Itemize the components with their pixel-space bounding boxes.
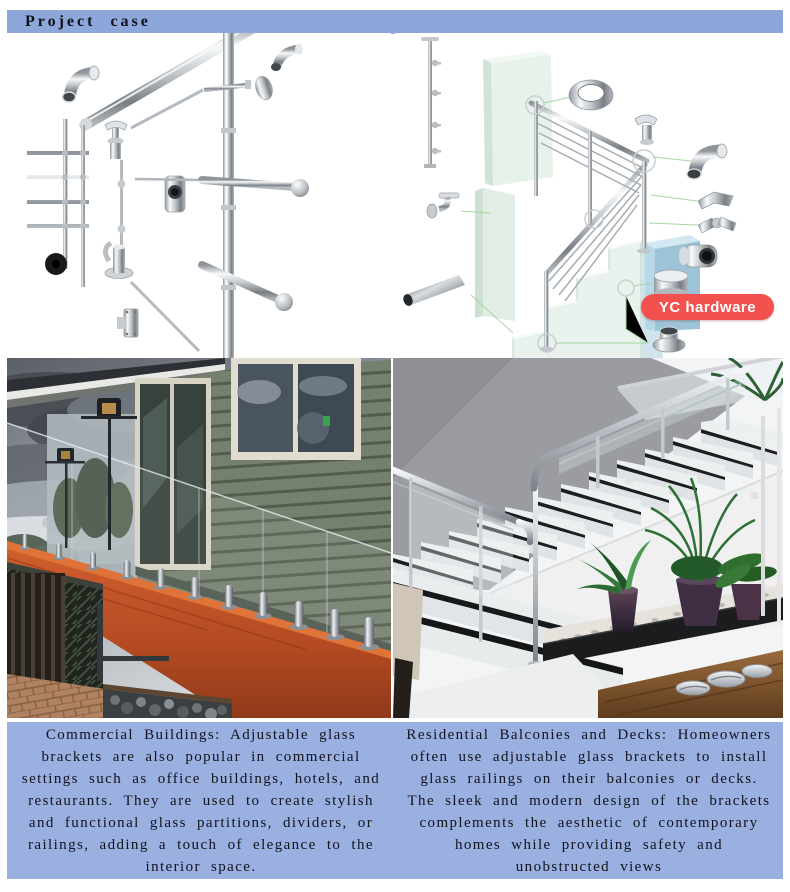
gallery-image-hardware-exploded	[7, 33, 391, 358]
page-title: Project case	[25, 13, 151, 30]
commercial-paragraph: Commercial Buildings: Adjustable glass brackets are also popular in commercial settings such as office buildings, hotels, and restaurants. They are used to create stylish and functional glass partitions, dividers, or railings, adding a touch of elegance to the interior space.	[21, 726, 381, 875]
gallery-image-staircase-diagram	[395, 33, 783, 358]
hardware-exploded-illustration	[7, 33, 391, 358]
commercial-deck-illustration	[7, 358, 391, 718]
brand-badge-label: YC hardware	[658, 298, 757, 316]
residential-text-column	[395, 722, 783, 879]
residential-paragraph: Residential Balconies and Decks: Homeowners often use adjustable glass brackets to install glass railings on their balconies or decks. The sleek and modern design of the brackets complements the aesthetic of contemporary homes while providing safety and unobstructed views	[406, 726, 772, 875]
gallery-photo-commercial-deck	[7, 358, 391, 718]
commercial-text-column	[7, 722, 395, 879]
section-banner	[7, 10, 783, 34]
gallery-photo-residential-staircase	[393, 358, 783, 718]
residential-staircase-illustration	[393, 358, 783, 718]
brand-badge	[641, 294, 774, 320]
description-panel	[7, 722, 783, 879]
